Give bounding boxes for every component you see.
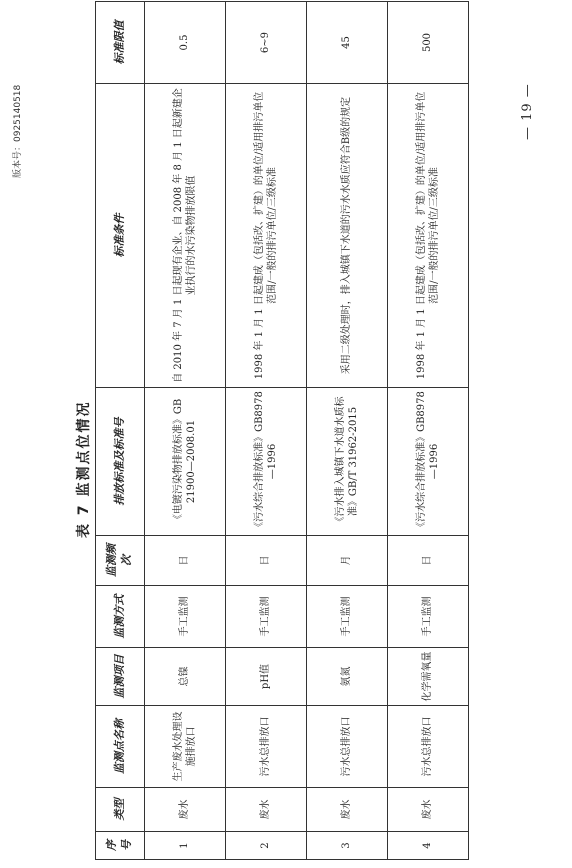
cell-limit: 0.5 xyxy=(145,2,226,84)
cell-item: 氨氮 xyxy=(307,648,388,706)
cell-no: 1 xyxy=(145,832,226,860)
cell-standard: 《电镀污染物排放标准》GB 21900—2008.01 xyxy=(145,388,226,536)
cell-method: 手工监测 xyxy=(226,586,307,648)
version-number: 版本号：0925140518 xyxy=(13,84,23,178)
cell-item: 总镍 xyxy=(145,648,226,706)
cell-method: 手工监测 xyxy=(307,586,388,648)
header-point-name: 监测点名称 xyxy=(96,706,145,788)
cell-frequency: 日 xyxy=(226,536,307,586)
cell-frequency: 月 xyxy=(307,536,388,586)
cell-condition: 采用二级处理时，排入城镇下水道的污水水质应符合B级的规定 xyxy=(307,84,388,388)
header-frequency: 监测频次 xyxy=(96,536,145,586)
table-row xyxy=(145,2,226,860)
cell-frequency: 日 xyxy=(145,536,226,586)
cell-method: 手工监测 xyxy=(388,586,469,648)
header-type: 类型 xyxy=(96,788,145,832)
cell-limit: 6~9 xyxy=(226,2,307,84)
cell-item: 化学需氧量 xyxy=(388,648,469,706)
cell-no: 3 xyxy=(307,832,388,860)
cell-limit: 500 xyxy=(388,2,469,84)
header-no: 序号 xyxy=(96,832,145,860)
header-limit: 标准限值 xyxy=(96,2,145,84)
cell-point-name: 生产废水处理设施排放口 xyxy=(145,706,226,788)
cell-method: 手工监测 xyxy=(145,586,226,648)
cell-no: 4 xyxy=(388,832,469,860)
header-method: 监测方式 xyxy=(96,586,145,648)
cell-type: 废水 xyxy=(388,788,469,832)
header-condition: 标准条件 xyxy=(96,84,145,388)
cell-type: 废水 xyxy=(145,788,226,832)
cell-standard: 《污水综合排放标准》GB8978—1996 xyxy=(388,388,469,536)
cell-frequency: 日 xyxy=(388,536,469,586)
table-row xyxy=(388,2,469,860)
cell-limit: 45 xyxy=(307,2,388,84)
header-item: 监测项目 xyxy=(96,648,145,706)
cell-condition: 1998 年 1 月 1 日起建成（包括改、扩建）的单位/适用排污单位范围/一般的排污单位/三级标准 xyxy=(226,84,307,388)
page-number: — 19 — xyxy=(520,83,535,140)
table-header-row xyxy=(96,2,145,860)
table-row xyxy=(226,2,307,860)
cell-standard: 《污水综合排放标准》GB8978—1996 xyxy=(226,388,307,536)
cell-no: 2 xyxy=(226,832,307,860)
header-standard: 排放标准及标准号 xyxy=(96,388,145,536)
cell-standard: 《污水排入城镇下水道水质标准》GB/T 31962-2015 xyxy=(307,388,388,536)
table-title: 表 7 监测点位情况 xyxy=(76,400,92,538)
cell-item: pH值 xyxy=(226,648,307,706)
cell-point-name: 污水总排放口 xyxy=(226,706,307,788)
cell-type: 废水 xyxy=(226,788,307,832)
cell-condition: 1998 年 1 月 1 日起建成（包括改、扩建）的单位/适用排污单位范围/一般的排污单位/三级标准 xyxy=(388,84,469,388)
cell-point-name: 污水总排放口 xyxy=(307,706,388,788)
monitoring-points-table xyxy=(95,1,469,860)
cell-condition: 自 2010 年 7 月 1 日起现有企业、自 2008 年 8 月 1 日起新建企业执行的水污染物排放限值 xyxy=(145,84,226,388)
cell-point-name: 污水总排放口 xyxy=(388,706,469,788)
cell-type: 废水 xyxy=(307,788,388,832)
table-row xyxy=(307,2,388,860)
